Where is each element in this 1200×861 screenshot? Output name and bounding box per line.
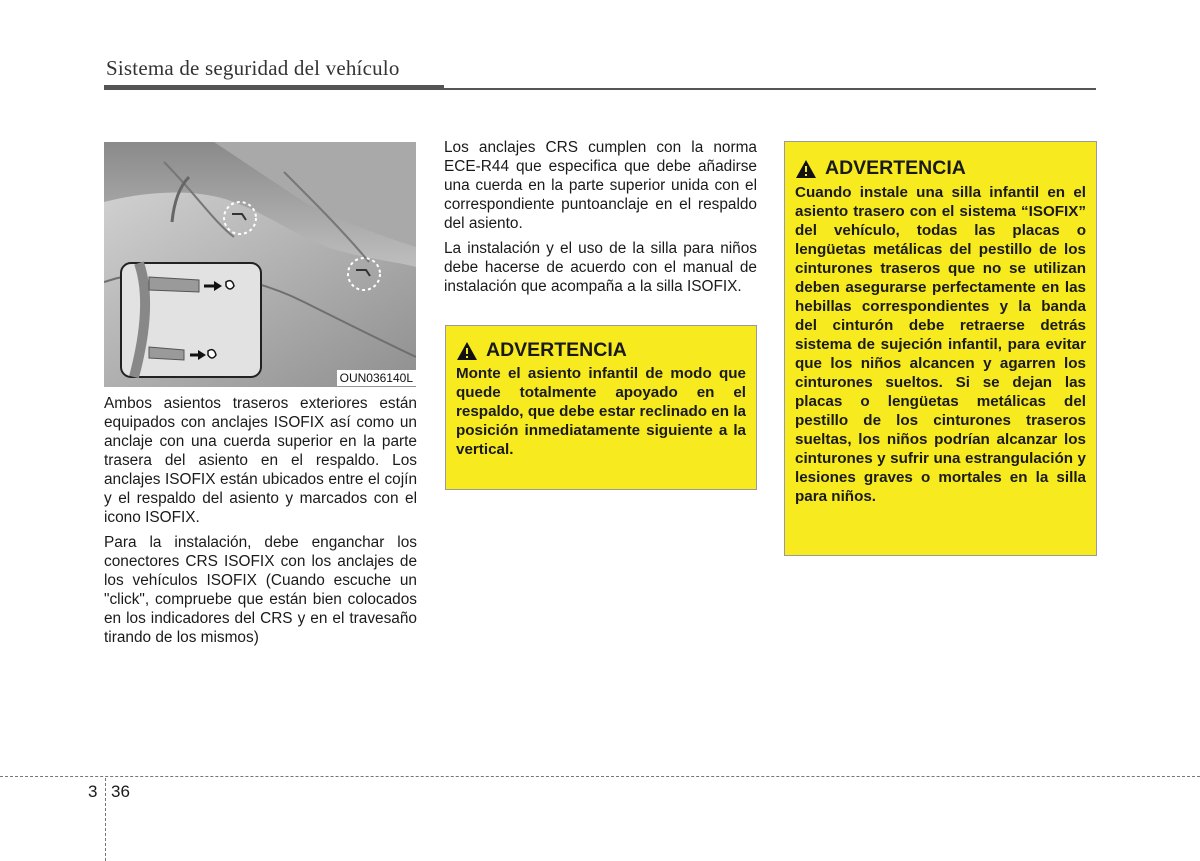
warning-heading: ADVERTENCIA: [825, 157, 966, 179]
figure-code: OUN036140L: [337, 370, 416, 386]
section-number: 3: [88, 782, 98, 801]
footer-divider: [0, 776, 1200, 777]
column-middle: [444, 138, 757, 302]
column-left: [104, 394, 417, 653]
rear-seat-illustration: [104, 142, 416, 387]
paragraph-installation: Para la instalación, debe enganchar los conectores CRS ISOFIX con los anclajes de los vehículos ISOFIX (Cuando escuche un "click", compruebe que están bien colocados en los indicadores del CRS y en el travesaño tirando de los mismos): [104, 534, 417, 646]
isofix-anchor-icon: [226, 281, 234, 289]
warning-triangle-icon: [456, 341, 478, 361]
warning-text: Cuando instale una silla infantil en el asiento trasero con el sistema “ISOFIX” del vehículo, todas las placas o lengüetas metálicas del pestillo de los cinturones traseros que no se utilizan deben asegurarse perfectamente en las hebillas correspondientes y la banda del cinturón debe retraerse detrás sistema de sujeción infantil, para evitar que los niños alcancen y agarren los cinturones sueltos. Si se dejan las placas o lengüetas metálicas del pestillo de los cinturones traseros sueltas, los niños podrían alcanzar los cinturones y sufrir una estrangulación y lesiones graves o mortales en la silla para niños.: [795, 184, 1086, 505]
warning-box-seatbelts: [784, 141, 1097, 556]
header-rule-thin: [444, 88, 1096, 90]
paragraph-installation-manual: La instalación y el uso de la silla para niños debe hacerse de acuerdo con el manual de instalación que acompaña a la silla ISOFIX.: [444, 240, 757, 295]
footer-vertical-divider: [105, 778, 106, 861]
isofix-seat-figure: [104, 142, 416, 387]
page-title: Sistema de seguridad del vehículo: [106, 56, 400, 80]
paragraph-isofix-anchors: Ambos asientos traseros exteriores están equipados con anclajes ISOFIX así como un anclaje con una cuerda superior en la parte trasera del asiento en el respaldo. Los anclajes ISOFIX están ubicados entre el cojín y el respaldo del asiento y marcados con el icono ISOFIX.: [104, 395, 417, 526]
warning-heading: ADVERTENCIA: [486, 339, 627, 361]
page-number: 36: [111, 782, 130, 801]
warning-text: Monte el asiento infantil de modo que quede totalmente apoyado en el respaldo, que debe estar reclinado en la posición inmediatamente siguiente a la vertical.: [456, 365, 746, 458]
header-rule-thick: [104, 85, 444, 90]
warning-triangle-icon: [795, 159, 817, 179]
paragraph-crs-standard: Los anclajes CRS cumplen con la norma ECE-R44 que especifica que debe añadirse una cuerda en la parte superior unida con el correspondiente puntoanclaje en el respaldo del asiento.: [444, 139, 757, 232]
warning-box-recline: [445, 325, 757, 490]
